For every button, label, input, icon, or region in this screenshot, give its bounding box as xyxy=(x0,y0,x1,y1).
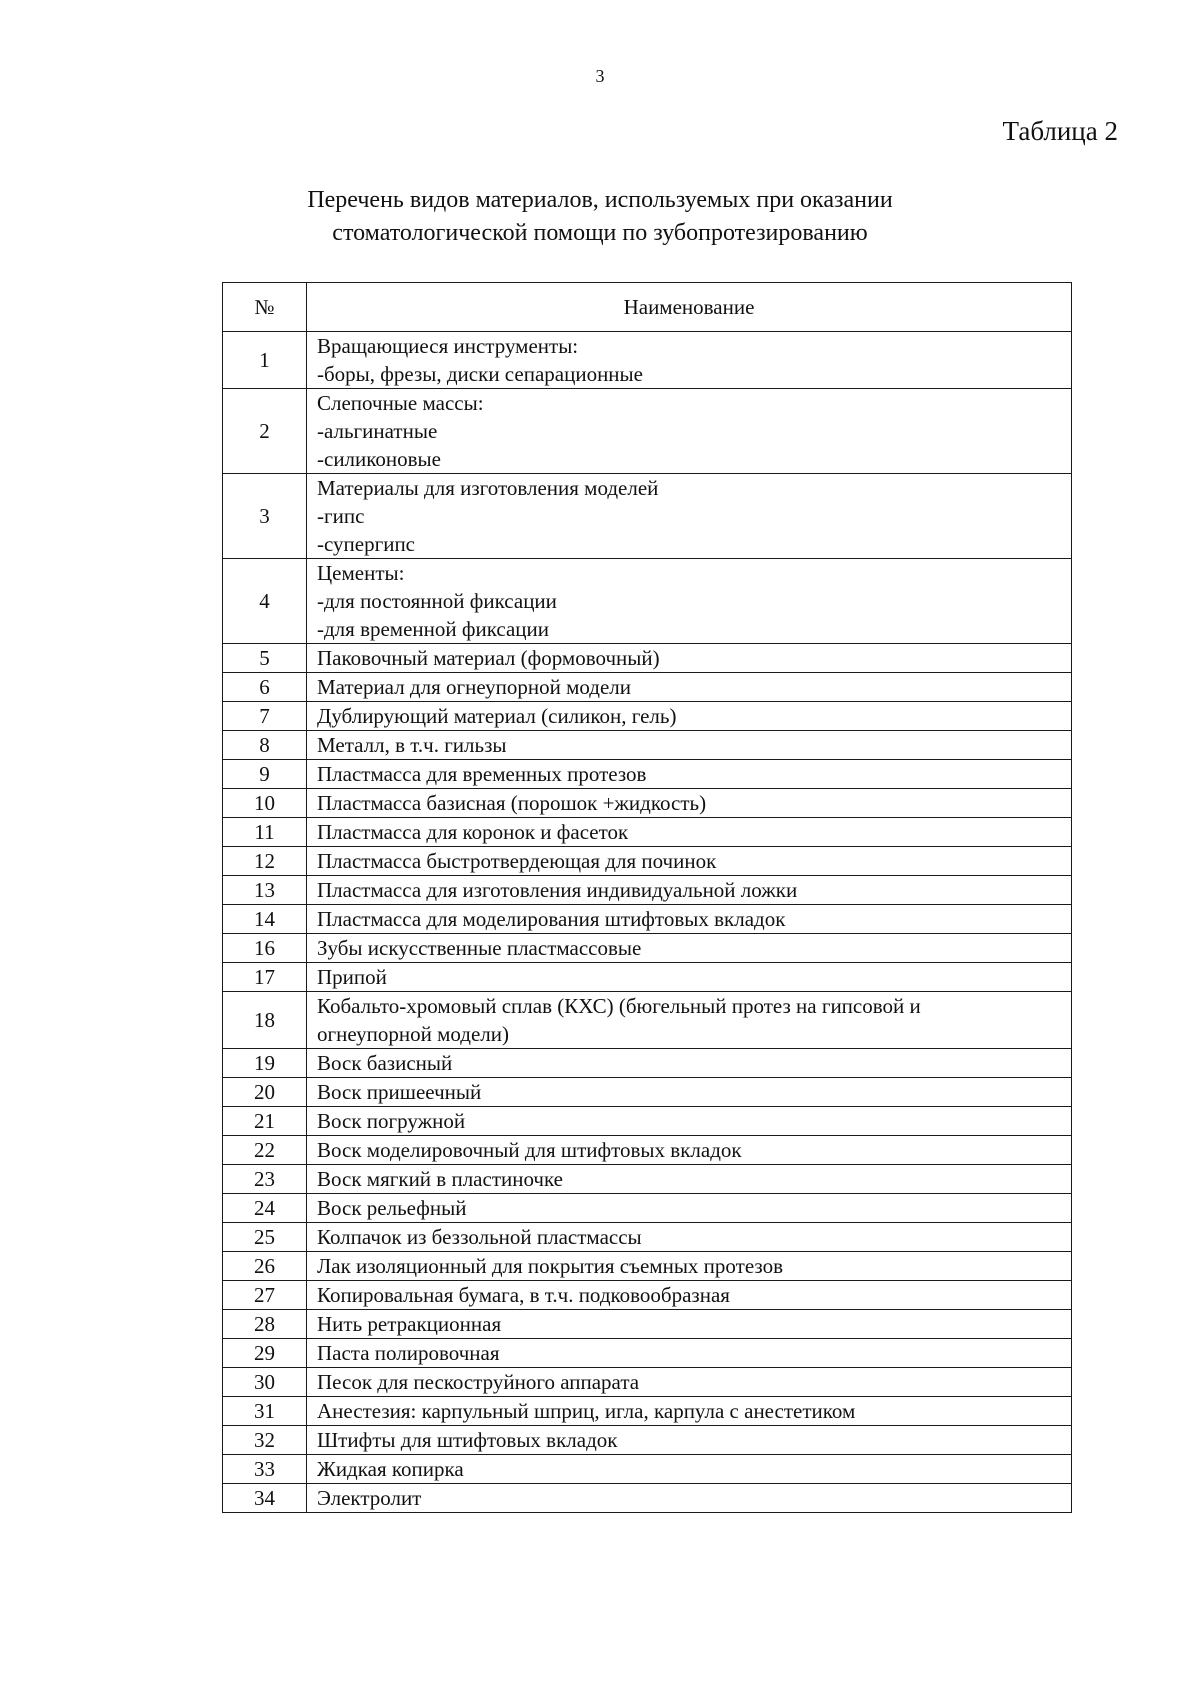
table-row xyxy=(223,702,1072,731)
material-line: -супергипс xyxy=(317,532,416,556)
row-number: 1 xyxy=(223,332,307,389)
row-number: 19 xyxy=(223,1049,307,1078)
table-row xyxy=(223,1165,1072,1194)
table-row xyxy=(223,332,1072,389)
row-material-name xyxy=(307,1136,1072,1165)
table-header-row xyxy=(223,283,1072,332)
material-line: Цементы: xyxy=(317,561,405,585)
table-row xyxy=(223,731,1072,760)
row-number: 12 xyxy=(223,847,307,876)
material-line: Дублирующий материал (силикон, гель) xyxy=(317,704,677,728)
material-line: Металл, в т.ч. гильзы xyxy=(317,733,507,757)
material-line: Зубы искусственные пластмассовые xyxy=(317,936,642,960)
row-material-name xyxy=(307,1426,1072,1455)
material-line: Песок для пескоструйного аппарата xyxy=(317,1370,640,1394)
row-material-name xyxy=(307,731,1072,760)
row-number: 17 xyxy=(223,963,307,992)
material-line: Жидкая копирка xyxy=(317,1457,464,1481)
row-number: 4 xyxy=(223,559,307,644)
row-material-name xyxy=(307,876,1072,905)
table-row xyxy=(223,818,1072,847)
row-number: 28 xyxy=(223,1310,307,1339)
row-number: 21 xyxy=(223,1107,307,1136)
table-row xyxy=(223,847,1072,876)
material-line: -для временной фиксации xyxy=(317,617,550,641)
page-number: 3 xyxy=(595,66,605,86)
material-line: Пластмасса базисная (порошок +жидкость) xyxy=(317,791,707,815)
row-material-name xyxy=(307,1339,1072,1368)
material-line: Воск моделировочный для штифтовых вкладок xyxy=(317,1138,742,1162)
row-number: 18 xyxy=(223,992,307,1049)
row-material-name xyxy=(307,389,1072,474)
row-number: 23 xyxy=(223,1165,307,1194)
row-material-name xyxy=(307,1252,1072,1281)
material-line: Воск погружной xyxy=(317,1109,466,1133)
row-material-name xyxy=(307,702,1072,731)
row-material-name xyxy=(307,934,1072,963)
table-row xyxy=(223,1310,1072,1339)
table-row xyxy=(223,1223,1072,1252)
table-row xyxy=(223,1484,1072,1513)
row-material-name xyxy=(307,1281,1072,1310)
material-line: Слепочные массы: xyxy=(317,391,484,415)
material-line: Пластмасса для коронок и фасеток xyxy=(317,820,629,844)
material-line: Анестезия: карпульный шприц, игла, карпула с анестетиком xyxy=(317,1399,856,1423)
table-row xyxy=(223,1049,1072,1078)
material-line: Воск пришеечный xyxy=(317,1080,482,1104)
materials-table xyxy=(222,282,1072,1513)
row-number: 30 xyxy=(223,1368,307,1397)
material-line: Нить ретракционная xyxy=(317,1312,502,1336)
material-line: -силиконовые xyxy=(317,447,441,471)
row-material-name xyxy=(307,474,1072,559)
row-number: 27 xyxy=(223,1281,307,1310)
row-material-name xyxy=(307,1455,1072,1484)
table-row xyxy=(223,1078,1072,1107)
title-line: стоматологической помощи по зубопротезированию xyxy=(332,220,868,246)
material-line: Пластмасса быстротвердеющая для починок xyxy=(317,849,717,873)
material-line: Материал для огнеупорной модели xyxy=(317,675,632,699)
material-line: Кобальто-хромовый сплав (КХС) (бюгельный протез на гипсовой и xyxy=(317,994,921,1018)
material-line: Колпачок из беззольной пластмассы xyxy=(317,1225,642,1249)
row-material-name xyxy=(307,818,1072,847)
row-number: 7 xyxy=(223,702,307,731)
material-line: Воск мягкий в пластиночке xyxy=(317,1167,563,1191)
material-line: -альгинатные xyxy=(317,419,438,443)
table-row xyxy=(223,1194,1072,1223)
row-material-name xyxy=(307,1223,1072,1252)
row-material-name xyxy=(307,1194,1072,1223)
row-material-name xyxy=(307,644,1072,673)
table-row xyxy=(223,789,1072,818)
material-line: Пластмасса для временных протезов xyxy=(317,762,647,786)
material-line: огнеупорной модели) xyxy=(317,1022,510,1046)
material-line: Штифты для штифтовых вкладок xyxy=(317,1428,618,1452)
material-line: -гипс xyxy=(317,504,365,528)
table-row xyxy=(223,760,1072,789)
material-line: Вращающиеся инструменты: xyxy=(317,334,579,358)
row-number: 31 xyxy=(223,1397,307,1426)
row-number: 16 xyxy=(223,934,307,963)
row-number: 26 xyxy=(223,1252,307,1281)
table-row xyxy=(223,876,1072,905)
row-number: 10 xyxy=(223,789,307,818)
row-number: 11 xyxy=(223,818,307,847)
row-material-name xyxy=(307,847,1072,876)
table-row xyxy=(223,1339,1072,1368)
row-number: 3 xyxy=(223,474,307,559)
material-line: -для постоянной фиксации xyxy=(317,589,557,613)
row-number: 13 xyxy=(223,876,307,905)
table-row xyxy=(223,644,1072,673)
row-material-name xyxy=(307,1368,1072,1397)
table-row xyxy=(223,1368,1072,1397)
row-material-name xyxy=(307,1049,1072,1078)
header-number: № xyxy=(223,283,307,332)
table-row xyxy=(223,992,1072,1049)
material-line: Материалы для изготовления моделей xyxy=(317,476,659,500)
row-number: 33 xyxy=(223,1455,307,1484)
table-row xyxy=(223,1455,1072,1484)
material-line: Воск рельефный xyxy=(317,1196,467,1220)
row-number: 5 xyxy=(223,644,307,673)
row-number: 32 xyxy=(223,1426,307,1455)
material-line: Электролит xyxy=(317,1486,422,1510)
table-row xyxy=(223,673,1072,702)
document-title xyxy=(0,184,1200,250)
table-row xyxy=(223,1252,1072,1281)
row-number: 6 xyxy=(223,673,307,702)
table-row xyxy=(223,934,1072,963)
row-number: 20 xyxy=(223,1078,307,1107)
table-row xyxy=(223,1136,1072,1165)
material-line: Припой xyxy=(317,965,387,989)
row-material-name xyxy=(307,1165,1072,1194)
row-material-name xyxy=(307,1397,1072,1426)
table-row xyxy=(223,1397,1072,1426)
row-material-name xyxy=(307,992,1072,1049)
table-body xyxy=(223,332,1072,1513)
row-number: 24 xyxy=(223,1194,307,1223)
table-row xyxy=(223,474,1072,559)
row-material-name xyxy=(307,559,1072,644)
material-line: Паста полировочная xyxy=(317,1341,500,1365)
row-material-name xyxy=(307,1310,1072,1339)
table-row xyxy=(223,389,1072,474)
table-row xyxy=(223,559,1072,644)
row-material-name xyxy=(307,1484,1072,1513)
material-line: Лак изоляционный для покрытия съемных протезов xyxy=(317,1254,783,1278)
row-material-name xyxy=(307,673,1072,702)
table-row xyxy=(223,963,1072,992)
row-number: 9 xyxy=(223,760,307,789)
row-material-name xyxy=(307,332,1072,389)
row-number: 25 xyxy=(223,1223,307,1252)
material-line: Воск базисный xyxy=(317,1051,453,1075)
table-row xyxy=(223,1426,1072,1455)
material-line: -боры, фрезы, диски сепарационные xyxy=(317,362,643,386)
material-line: Пластмасса для моделирования штифтовых вкладок xyxy=(317,907,786,931)
row-material-name xyxy=(307,905,1072,934)
row-material-name xyxy=(307,1107,1072,1136)
table-row xyxy=(223,1281,1072,1310)
row-number: 29 xyxy=(223,1339,307,1368)
title-line: Перечень видов материалов, используемых при оказании xyxy=(307,187,893,213)
row-material-name xyxy=(307,963,1072,992)
table-row xyxy=(223,1107,1072,1136)
table-label: Таблица 2 xyxy=(1002,116,1118,146)
table-row xyxy=(223,905,1072,934)
row-number: 2 xyxy=(223,389,307,474)
material-line: Копировальная бумага, в т.ч. подковообразная xyxy=(317,1283,730,1307)
header-name: Наименование xyxy=(307,283,1072,332)
row-number: 22 xyxy=(223,1136,307,1165)
material-line: Пластмасса для изготовления индивидуальной ложки xyxy=(317,878,798,902)
row-number: 34 xyxy=(223,1484,307,1513)
row-material-name xyxy=(307,760,1072,789)
material-line: Паковочный материал (формовочный) xyxy=(317,646,660,670)
row-material-name xyxy=(307,1078,1072,1107)
row-material-name xyxy=(307,789,1072,818)
row-number: 8 xyxy=(223,731,307,760)
row-number: 14 xyxy=(223,905,307,934)
